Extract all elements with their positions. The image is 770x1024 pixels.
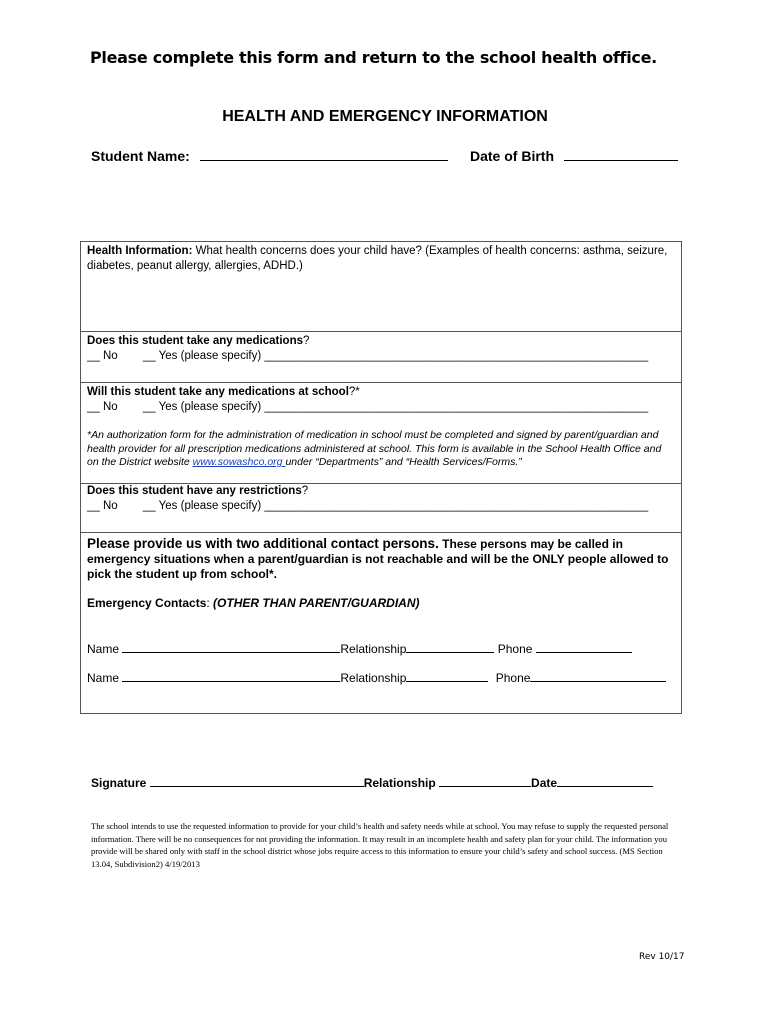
- signature-relationship-label: Relationship: [363, 776, 436, 790]
- form-title: HEALTH AND EMERGENCY INFORMATION: [222, 108, 548, 125]
- contact-1-relationship-field[interactable]: [406, 640, 494, 653]
- contact-2-name-field[interactable]: [122, 669, 340, 682]
- contact-2-relationship-label: Relationship: [340, 671, 407, 685]
- health-info-label: Health Information:: [87, 245, 193, 257]
- signature-relationship-field[interactable]: [439, 774, 531, 787]
- school-medications-yes-option[interactable]: __ Yes (please specify) ____________________________________________________________: [142, 401, 649, 413]
- emergency-contacts-note: (OTHER THAN PARENT/GUARDIAN): [213, 596, 420, 610]
- district-website-link[interactable]: www.sowashco.org: [192, 456, 286, 468]
- medications-cell: [87, 334, 675, 364]
- emergency-contacts-colon: :: [206, 596, 214, 610]
- student-name-label: Student Name:: [91, 148, 190, 164]
- contact-row-2: [87, 669, 666, 685]
- health-info-text: What health concerns does your child have? (Examples of health concerns: asthma, seizure, diabetes, peanut allergy, allergies, ADHD.): [87, 245, 668, 272]
- medications-no-option[interactable]: __ No: [87, 350, 118, 362]
- contacts-heading: [87, 536, 675, 582]
- contact-1-relationship-label: Relationship: [340, 642, 407, 656]
- signature-field[interactable]: [150, 774, 364, 787]
- signature-row: [91, 774, 653, 790]
- restrictions-qmark: ?: [301, 485, 309, 497]
- school-medications-cell: [87, 385, 675, 470]
- contact-2-relationship-field[interactable]: [406, 669, 488, 682]
- revision-label: Rev 10/17: [639, 952, 685, 962]
- restrictions-yes-option[interactable]: __ Yes (please specify) ____________________________________________________________: [142, 500, 649, 512]
- contact-2-phone-field[interactable]: [530, 669, 666, 682]
- school-medications-qmark: ?*: [348, 386, 360, 398]
- signature-label: Signature: [91, 776, 147, 790]
- student-name-field[interactable]: [200, 148, 448, 161]
- medications-question: Does this student take any medications: [87, 335, 304, 347]
- row-divider: [81, 331, 681, 332]
- restrictions-cell: [87, 484, 675, 514]
- row-divider: [81, 532, 681, 533]
- row-divider: [81, 382, 681, 383]
- contact-2-phone-label: Phone: [495, 671, 531, 685]
- contact-1-name-label: Name: [87, 642, 120, 656]
- contact-1-phone-label: Phone: [497, 642, 533, 656]
- contact-1-phone-field[interactable]: [536, 640, 632, 653]
- restrictions-question: Does this student have any restrictions: [87, 485, 302, 497]
- school-medications-question: Will this student take any medications at school: [87, 386, 349, 398]
- medications-yes-option[interactable]: __ Yes (please specify) ____________________________________________________________: [142, 350, 649, 362]
- school-medications-no-option[interactable]: __ No: [87, 401, 118, 413]
- restrictions-no-option[interactable]: __ No: [87, 500, 118, 512]
- authorization-note-text: *An authorization form for the administration of medication in school must be completed and signed by parent/guardian and health provider for all prescription medications administered at school. This form is available in the School Health Office and on the District website: [87, 429, 662, 468]
- form-instruction: Please complete this form and return to the school health office.: [90, 48, 657, 67]
- contact-1-name-field[interactable]: [122, 640, 340, 653]
- contacts-heading-main: Please provide us with two additional contact persons.: [87, 536, 439, 551]
- dob-row: [470, 148, 678, 164]
- health-info-table: [80, 241, 682, 714]
- signature-date-field[interactable]: [557, 774, 653, 787]
- health-info-cell[interactable]: [87, 244, 675, 274]
- contacts-heading-rest: These persons may be called in emergency situations when a parent/guardian is not reachable and will be the ONLY people allowed to pick the student up from school*.: [87, 537, 669, 581]
- dob-label: Date of Birth: [470, 148, 554, 164]
- privacy-notice: The school intends to use the requested information to provide for your child’s health and safety needs while at school. You may refuse to supply the requested personal information. There will be no consequences for not providing the information. It may result in an incomplete health and safety plan for your child. The information you provide will be shared only with staff in the school district whose jobs require access to this information to ensure your child’s safety and school success. (MS Section 13.04, Subdivision2) 4/19/2013: [91, 821, 669, 869]
- student-name-row: [91, 148, 448, 164]
- signature-date-label: Date: [531, 776, 558, 790]
- contact-row-1: [87, 640, 632, 656]
- authorization-note: [87, 429, 675, 470]
- emergency-contacts-label: Emergency Contacts: [87, 596, 207, 610]
- contact-2-name-label: Name: [87, 671, 120, 685]
- authorization-note-tail: under “Departments” and “Health Services/Forms.”: [285, 456, 522, 468]
- medications-qmark: ?: [303, 335, 310, 347]
- dob-field[interactable]: [564, 148, 678, 161]
- emergency-contacts-label-row: [87, 596, 675, 611]
